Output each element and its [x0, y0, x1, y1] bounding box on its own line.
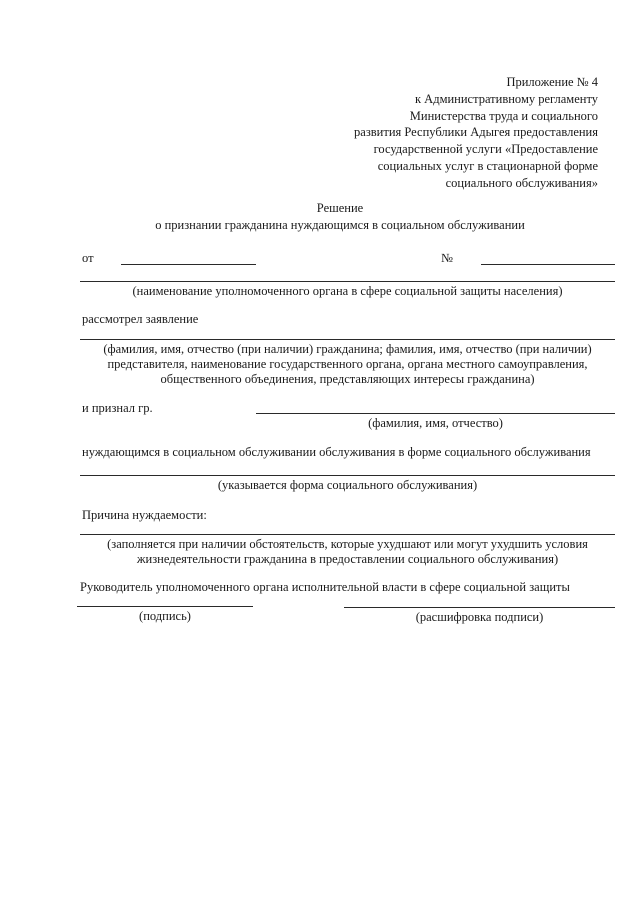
- fio-caption: (фамилия, имя, отчество): [368, 416, 503, 430]
- appendix-line: Министерства труда и социального: [409, 108, 598, 123]
- appendix-line: государственной услуги «Предоставление: [373, 142, 598, 157]
- recognized-label: и признал гр.: [82, 401, 153, 415]
- applicant-caption: [80, 342, 615, 387]
- signature-caption: (подпись): [139, 609, 191, 623]
- number-label: №: [441, 251, 453, 265]
- decision-title-block: [80, 200, 600, 233]
- appendix-line: Приложение № 4: [506, 75, 598, 89]
- appendix-line: к Административному регламенту: [414, 91, 598, 106]
- head-label: Руководитель уполномоченного органа исполнительной власти в сфере социальной защиты: [80, 580, 570, 594]
- form-caption: (указывается форма социального обслуживания): [217, 478, 478, 492]
- appendix-header: [328, 74, 598, 192]
- applicant-field-line[interactable]: [80, 339, 615, 340]
- authority-field-line[interactable]: [80, 281, 615, 282]
- authority-caption: (наименование уполномоченного органа в сфере социальной защиты населения): [132, 284, 563, 298]
- date-field-line[interactable]: [121, 264, 256, 265]
- applicant-caption-line: (фамилия, имя, отчество (при наличии) гражданина; фамилия, имя, отчество (при наличии): [103, 342, 592, 356]
- form-field-line[interactable]: [80, 475, 615, 476]
- from-label: от: [82, 251, 94, 265]
- decision-subtitle: о признании гражданина нуждающимся в социальном обслуживании: [155, 217, 525, 232]
- appendix-line: социальных услуг в стационарной форме: [377, 158, 598, 173]
- applicant-caption-line: общественного объединения, представляющих интересы гражданина): [160, 372, 535, 386]
- signature-field-line[interactable]: [77, 606, 253, 607]
- needing-text: нуждающимся в социальном обслуживании обслуживания в форме социального обслуживания: [82, 445, 591, 459]
- fio-field-line[interactable]: [256, 413, 615, 414]
- reason-field-line[interactable]: [80, 534, 615, 535]
- reason-label: Причина нуждаемости:: [82, 508, 207, 522]
- appendix-line: развития Республики Адыгея предоставления: [354, 125, 598, 140]
- reason-caption: [80, 537, 615, 567]
- reviewed-label: рассмотрел заявление: [82, 312, 199, 326]
- reason-caption-line: жизнедеятельности гражданина в предоставлении социального обслуживания): [136, 552, 559, 566]
- applicant-caption-line: представителя, наименование государственного органа, органа местного самоуправления,: [107, 357, 588, 371]
- number-field-line[interactable]: [481, 264, 615, 265]
- reason-caption-line: (заполняется при наличии обстоятельств, которые ухудшают или могут ухудшить условия: [107, 537, 588, 551]
- decoding-caption: (расшифровка подписи): [415, 610, 544, 624]
- decision-title: Решение: [316, 201, 364, 215]
- appendix-line: социального обслуживания»: [445, 175, 598, 190]
- decoding-field-line[interactable]: [344, 607, 615, 608]
